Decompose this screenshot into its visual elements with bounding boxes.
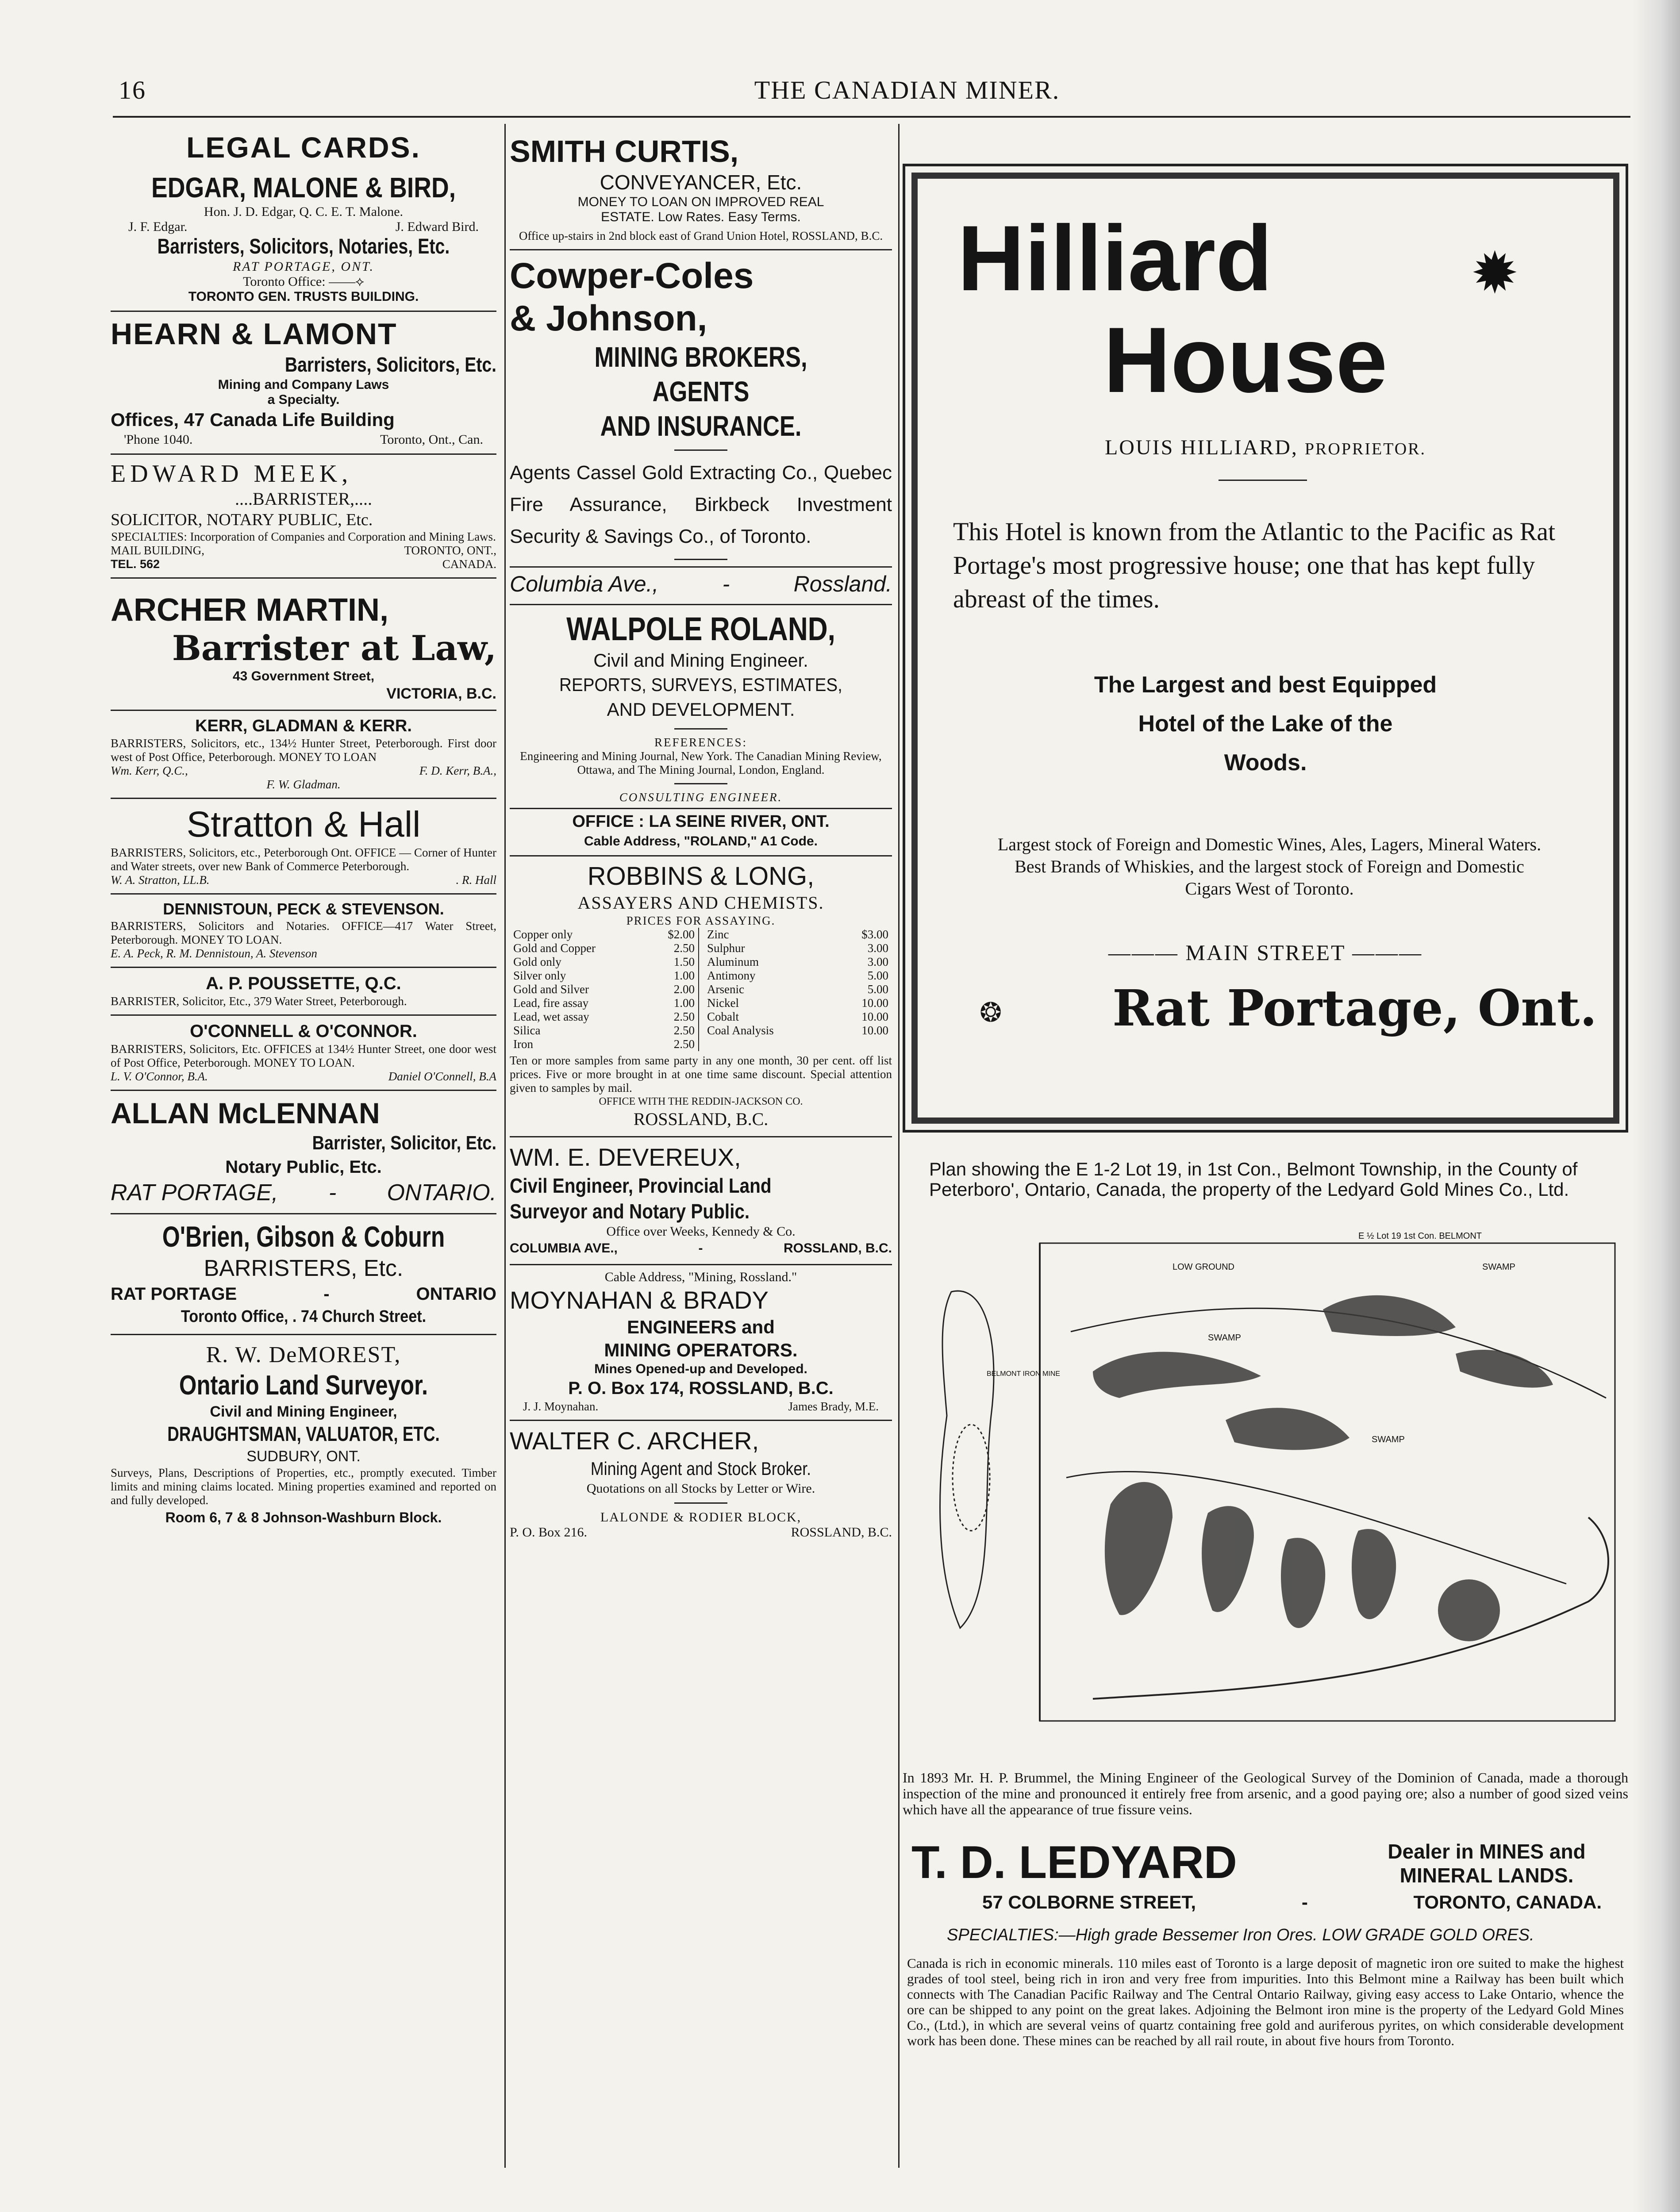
mclennan-place-row	[111, 1179, 496, 1207]
edgar-profession: Barristers, Solicitors, Notaries, Etc.	[157, 235, 450, 258]
map-boundary-track	[1093, 1517, 1608, 1699]
cowper-t1: MINING BROKERS,	[594, 341, 807, 373]
meek-tel-row	[111, 557, 496, 571]
curtis-title: CONVEYANCER, Etc.	[600, 171, 802, 194]
map-swamp-label-2: SWAMP	[1208, 1333, 1241, 1343]
card-archer	[510, 1421, 892, 1540]
price-item: Cobalt	[707, 1010, 739, 1023]
card-devereux	[510, 1137, 892, 1265]
ledyard-street-row	[982, 1891, 1602, 1914]
obrien-title: BARRISTERS, Etc.	[204, 1256, 404, 1281]
curtis-l2: ESTATE. Low Rates. Easy Terms.	[601, 210, 801, 224]
card-obrien	[111, 1214, 496, 1335]
walpole-title: Civil and Mining Engineer.	[593, 650, 808, 671]
price-row	[510, 1010, 698, 1024]
ledyard-name: T. D. LEDYARD	[911, 1837, 1237, 1888]
map-ridge-6	[1202, 1506, 1254, 1612]
hilliard-text: This Hotel is known from the Atlantic to the Pacific as Rat Portage's most progressive house; one that has kept fully abreast of the times.	[953, 517, 1556, 613]
dennistoun-text: BARRISTERS, Solicitors and Notaries. OFFICE—417 Water Street, Peterborough. MONEY TO LOAN.	[111, 919, 496, 946]
ledyard-dealer2: MINERAL LANDS.	[1399, 1864, 1574, 1887]
moynahan-t1: ENGINEERS and	[627, 1317, 775, 1337]
oconnell-name: O'CONNELL & O'CONNOR.	[190, 1022, 417, 1041]
ledyard-dash: -	[1301, 1892, 1308, 1912]
map-ridge-2	[1226, 1408, 1349, 1450]
plan-map-svg	[925, 1230, 1628, 1761]
map-lot-label: E ½ Lot 19 1st Con. BELMONT	[1358, 1231, 1482, 1241]
brummel-text: In 1893 Mr. H. P. Brummel, the Mining Engineer of the Geological Survey of the Dominion of Canada, made a thorough inspection of the mine and pronounced it entirely free from arsenic, and a good paying ore; also a number of good sized veins which have all the appearance of true fissure veins.	[903, 1770, 1628, 1817]
price-item: Antimony	[707, 969, 756, 982]
card-oconnell	[111, 1016, 496, 1091]
archer-text: Quotations on all Stocks by Letter or Wire.	[586, 1481, 815, 1496]
price-value: 2.50	[673, 1037, 695, 1051]
card-demorest	[111, 1335, 496, 1528]
hilliard-ad	[903, 164, 1628, 1133]
devereux-title: Civil Engineer, Provincial Land Surveyor and Notary Public.	[510, 1174, 772, 1223]
meek-mail: MAIL BUILDING,	[111, 544, 204, 557]
archer-box: P. O. Box 216.	[510, 1525, 588, 1540]
map-railway-loop	[940, 1291, 994, 1628]
price-value: 10.00	[861, 1024, 888, 1037]
brokers-column	[510, 128, 892, 2172]
price-value: $2.00	[668, 928, 695, 941]
demorest-title: Ontario Land Surveyor.	[179, 1370, 428, 1401]
walpole-rule	[674, 728, 727, 730]
hearn-phone-row	[111, 432, 496, 447]
edgar-toronto-label: Toronto Office:	[243, 274, 326, 289]
price-item: Aluminum	[707, 955, 759, 968]
walpole-l1: REPORTS, SURVEYS, ESTIMATES,	[559, 674, 842, 695]
archer-block: LALONDE & RODIER BLOCK,	[600, 1510, 802, 1525]
moynahan-name: MOYNAHAN & BRADY	[510, 1286, 769, 1314]
hearn-spec2: a Specialty.	[267, 392, 340, 407]
edgar-partners: Hon. J. D. Edgar, Q. C. E. T. Malone.	[204, 204, 404, 219]
obrien-name: O'Brien, Gibson & Coburn	[162, 1220, 445, 1253]
kerr-text: BARRISTERS, Solicitors, etc., 134½ Hunter Street, Peterborough. First door west of Post Office, Peterborough. MONEY TO LOAN	[111, 737, 496, 764]
sun-ornament-icon: ✹	[1471, 242, 1519, 306]
hearn-profession: Barristers, Solicitors, Etc.	[284, 353, 496, 376]
plan-caption: Plan showing the E 1-2 Lot 19, in 1st Con., Belmont Township, in the County of Peterboro', Ontario, Canada, the property of the Ledyard Gold Mines Co., Ltd.	[929, 1159, 1578, 1200]
hearn-phone: 'Phone 1040.	[124, 432, 193, 447]
meek-city: TORONTO, ONT.,	[404, 544, 496, 557]
archer-box-row	[510, 1525, 892, 1540]
meek-country: CANADA.	[442, 557, 496, 571]
obrien-prov: ONTARIO	[416, 1284, 496, 1304]
meek-tel: TEL. 562	[111, 557, 160, 571]
cowper-address-row	[510, 566, 892, 598]
ledyard-street: 57 COLBORNE STREET,	[982, 1892, 1196, 1912]
meek-name: EDWARD MEEK,	[111, 460, 353, 488]
price-item: Lead, wet assay	[513, 1010, 589, 1023]
mclennan-prov: ONTARIO.	[387, 1180, 496, 1206]
demorest-sub: Civil and Mining Engineer,	[210, 1403, 397, 1420]
dennistoun-name: DENNISTOUN, PECK & STEVENSON.	[163, 900, 444, 918]
price-value: 1.00	[673, 969, 695, 982]
edgar-jf: J. F. Edgar.	[128, 219, 188, 234]
price-value: 2.00	[673, 983, 695, 996]
walpole-ref-title: REFERENCES:	[654, 736, 748, 749]
devereux-street: COLUMBIA AVE.,	[510, 1241, 618, 1256]
price-item: Arsenic	[707, 983, 744, 996]
map-ridge-8	[1352, 1529, 1396, 1619]
cowper-name1: Cowper-Coles	[510, 256, 754, 296]
stratton-name: Stratton & Hall	[186, 804, 421, 845]
demorest-name: R. W. DeMOREST,	[206, 1342, 401, 1367]
card-mclennan	[111, 1091, 496, 1214]
legal-cards-title: LEGAL CARDS.	[186, 131, 421, 164]
hearn-office: Offices, 47 Canada Life Building	[111, 409, 395, 430]
edgar-je: J. Edward Bird.	[395, 219, 479, 234]
hilliard-bold-block	[918, 665, 1613, 782]
price-value: 10.00	[861, 996, 888, 1010]
cowper-addr2: Rossland.	[793, 572, 892, 596]
robbins-prices-left	[510, 928, 699, 1051]
hilliard-inner-border	[911, 173, 1619, 1124]
walpole-l2: AND DEVELOPMENT.	[607, 699, 795, 720]
oconnell-names-row	[111, 1070, 496, 1083]
map-ridge-5	[1105, 1482, 1173, 1615]
walpole-cable: Cable Address, "ROLAND," A1 Code.	[584, 834, 818, 849]
cowper-addr1: Columbia Ave.,	[510, 572, 659, 596]
demorest-room: Room 6, 7 & 8 Johnson-Washburn Block.	[165, 1509, 442, 1525]
archer-rule	[674, 1502, 727, 1504]
map-mine-label: BELMONT IRON MINE	[987, 1370, 1060, 1378]
price-row	[704, 928, 892, 941]
mclennan-place: RAT PORTAGE,	[111, 1180, 278, 1206]
column-divider-1	[504, 124, 506, 2168]
price-value: 1.50	[673, 955, 695, 968]
hilliard-bold2: Hotel of the Lake of the	[1138, 711, 1393, 737]
map-ridge-7	[1281, 1538, 1325, 1628]
devereux-street-row	[510, 1239, 892, 1258]
map-swamp-label-3: SWAMP	[1372, 1435, 1405, 1444]
hilliard-name1: Hilliard	[957, 206, 1272, 310]
obrien-place: RAT PORTAGE	[111, 1284, 237, 1304]
cowper-name2: & Johnson,	[510, 298, 707, 338]
card-kerr	[111, 711, 496, 799]
cowper-addr-dash: -	[722, 572, 730, 596]
map-swamp-label-1: SWAMP	[1482, 1262, 1515, 1272]
robbins-title: ASSAYERS AND CHEMISTS.	[577, 893, 824, 913]
price-value: 2.50	[673, 1010, 695, 1023]
moynahan-t2: MINING OPERATORS.	[604, 1340, 798, 1360]
hilliard-proprietor-row	[918, 435, 1613, 460]
meek-title: ....BARRISTER,....	[235, 489, 373, 509]
walpole-refs: Engineering and Mining Journal, New York. The Canadian Mining Review, Ottawa, and The Mining Journal, London, England.	[520, 749, 882, 776]
cowper-rule	[674, 449, 727, 451]
edgar-name: EDGAR, MALONE & BIRD,	[151, 172, 456, 204]
price-value: 1.00	[673, 996, 695, 1010]
curtis-l1: MONEY TO LOAN ON IMPROVED REAL	[577, 195, 824, 209]
kerr-names-row	[111, 764, 496, 778]
price-value: 3.00	[867, 955, 888, 968]
meek-line: SOLICITOR, NOTARY PUBLIC, Etc.	[111, 511, 373, 529]
oconnell-text: BARRISTERS, Solicitors, Etc. OFFICES at 134½ Hunter Street, one door west of Post Office, Peterborough. MONEY TO LOAN.	[111, 1042, 496, 1069]
page-number: 16	[119, 76, 146, 104]
map-ridge-3	[1323, 1295, 1456, 1336]
price-item: Silica	[513, 1024, 541, 1037]
mclennan-l2: Notary Public, Etc.	[225, 1157, 382, 1177]
obrien-place-row	[111, 1283, 496, 1306]
robbins-prices-title: PRICES FOR ASSAYING.	[626, 914, 776, 927]
edgar-partners-2	[111, 219, 496, 234]
plan-map	[925, 1230, 1628, 1761]
stratton-names-row	[111, 873, 496, 887]
curtis-name: SMITH CURTIS,	[510, 134, 739, 169]
hearn-spec1: Mining and Company Laws	[218, 377, 389, 392]
hilliard-street: MAIN STREET	[1185, 940, 1346, 965]
rosette-ornament-icon: ❂	[980, 998, 1002, 1027]
card-stratton	[111, 799, 496, 895]
hearn-city: Toronto, Ont., Can.	[380, 432, 483, 447]
obrien-dash: -	[323, 1284, 330, 1304]
stratton-text: BARRISTERS, Solicitors, etc., Peterborough Ont. OFFICE — Corner of Hunter and Water streets, over new Bank of Commerce Peterborough.	[111, 846, 496, 873]
mclennan-l1: Barrister, Solicitor, Etc.	[312, 1132, 496, 1154]
price-item: Nickel	[707, 996, 739, 1010]
archer-name: WALTER C. ARCHER,	[510, 1427, 759, 1455]
moynahan-n2: James Brady, M.E.	[788, 1400, 879, 1413]
cowper-t3: AND INSURANCE.	[600, 410, 802, 442]
price-value: 2.50	[673, 941, 695, 955]
price-row	[510, 941, 698, 955]
hilliard-bold1: The Largest and best Equipped	[1094, 672, 1437, 698]
ledyard-specialties: SPECIALTIES:—High grade Bessemer Iron Ores. LOW GRADE GOLD ORES.	[947, 1926, 1534, 1944]
moynahan-names-row	[510, 1400, 892, 1413]
dennistoun-names: E. A. Peck, R. M. Dennistoun, A. Stevenson	[111, 947, 317, 960]
demorest-text: Surveys, Plans, Descriptions of Properties, etc., promptly executed. Timber limits and mining claims located. Mining properties examined and reported on and fully developed.	[111, 1466, 496, 1507]
price-row	[510, 1037, 698, 1051]
price-row	[704, 996, 892, 1010]
ledyard-dealer1: Dealer in MINES and	[1388, 1840, 1586, 1863]
hilliard-proprietor: LOUIS HILLIARD,	[1104, 436, 1298, 459]
edgar-building: TORONTO GEN. TRUSTS BUILDING.	[188, 289, 419, 304]
map-ridge-1	[1093, 1352, 1261, 1398]
devereux-name: WM. E. DEVEREUX,	[510, 1143, 741, 1171]
card-robbins	[510, 856, 892, 1137]
legal-cards-column	[111, 128, 496, 2172]
map-lake	[953, 1425, 990, 1531]
card-meek	[111, 455, 496, 579]
mclennan-dash: -	[328, 1180, 337, 1206]
archer-martin-title: Barrister at Law,	[172, 628, 496, 668]
hilliard-name2: House	[1103, 308, 1388, 412]
kerr-name: KERR, GLADMAN & KERR.	[195, 717, 412, 735]
price-row	[510, 996, 698, 1010]
price-row	[704, 969, 892, 983]
price-item: Zinc	[707, 928, 729, 941]
price-value: 5.00	[867, 969, 888, 982]
devereux-city: ROSSLAND, B.C.	[783, 1241, 892, 1256]
moynahan-n1: J. J. Moynahan.	[523, 1400, 599, 1413]
meek-mail-row	[111, 544, 496, 557]
hilliard-bold3: Woods.	[1224, 750, 1307, 776]
poussette-text: BARRISTER, Solicitor, Etc., 379 Water Street, Peterborough.	[111, 995, 407, 1008]
ledyard-dealer-block	[1363, 1839, 1611, 1887]
page-header-title: THE CANADIAN MINER.	[754, 76, 1060, 104]
archer-martin-name: ARCHER MARTIN,	[111, 592, 388, 628]
price-row	[704, 1010, 892, 1024]
card-cowper	[510, 250, 892, 605]
devereux-office: Office over Weeks, Kennedy & Co.	[606, 1224, 796, 1239]
card-moynahan	[510, 1265, 892, 1421]
price-item: Sulphur	[707, 941, 745, 955]
robbins-name: ROBBINS & LONG,	[587, 862, 815, 891]
devereux-dash: -	[698, 1241, 703, 1256]
price-item: Coal Analysis	[707, 1024, 774, 1037]
demorest-city: SUDBURY, ONT.	[246, 1448, 361, 1465]
hilliard-stock: Largest stock of Foreign and Domestic Wines, Ales, Lagers, Mineral Waters. Best Brands of Whiskies, and the largest stock of Foreign and Domestic Cigars West of Toronto.	[997, 834, 1542, 899]
mclennan-name: ALLAN McLENNAN	[111, 1097, 380, 1129]
hilliard-proprietor-title: PROPRIETOR.	[1304, 440, 1426, 458]
price-item: Gold and Copper	[513, 941, 596, 955]
price-value: 3.00	[867, 941, 888, 955]
price-item: Copper only	[513, 928, 573, 941]
moynahan-box: P. O. Box 174, ROSSLAND, B.C.	[568, 1379, 834, 1398]
map-ridge-4	[1456, 1350, 1553, 1388]
price-item: Lead, fire assay	[513, 996, 589, 1010]
walpole-consult: CONSULTING ENGINEER.	[619, 791, 783, 804]
walpole-rule-2	[674, 783, 727, 784]
curtis-note: Office up-stairs in 2nd block east of Grand Union Hotel, ROSSLAND, B.C.	[519, 229, 883, 242]
card-edgar	[111, 166, 496, 312]
price-row	[510, 969, 698, 983]
price-item: Silver only	[513, 969, 566, 982]
oconnell-n2: Daniel O'Connell, B.A	[388, 1070, 496, 1083]
stratton-n1: W. A. Stratton, LL.B.	[111, 873, 210, 887]
cowper-t2: AGENTS	[652, 376, 750, 407]
card-hearn	[111, 312, 496, 455]
poussette-name: A. P. POUSSETTE, Q.C.	[206, 974, 401, 993]
ledyard-ad	[903, 1836, 1628, 2172]
card-archer-martin	[111, 579, 496, 711]
price-row	[704, 941, 892, 955]
card-curtis	[510, 128, 892, 250]
kerr-n1: Wm. Kerr, Q.C.,	[111, 764, 188, 777]
kerr-n3: F. W. Gladman.	[266, 778, 341, 791]
archer-martin-address: 43 Government Street,	[232, 669, 375, 684]
robbins-price-tables	[510, 928, 892, 1051]
cowper-rule-2	[674, 559, 727, 560]
price-row	[510, 1024, 698, 1037]
map-low-ground-label: LOW GROUND	[1173, 1262, 1234, 1272]
hilliard-town: Rat Portage, Ont.	[1112, 979, 1597, 1037]
walpole-office: OFFICE : LA SEINE RIVER, ONT.	[510, 808, 892, 834]
obrien-office: Toronto Office, . 74 Church Street.	[181, 1307, 427, 1326]
robbins-note: Ten or more samples from same party in any one month, 30 per cent. off list prices. Five or more brought in at one time same discount. Special attention given to samples by mail.	[510, 1054, 892, 1094]
ledyard-city: TORONTO, CANADA.	[1413, 1892, 1602, 1912]
page-edge-shadow	[1633, 0, 1680, 2212]
hearn-name: HEARN & LAMONT	[111, 317, 397, 351]
price-row	[704, 1024, 892, 1037]
archer-title: Mining Agent and Stock Broker.	[590, 1458, 811, 1479]
kerr-n2: F. D. Kerr, B.A.,	[419, 764, 496, 777]
price-item: Gold only	[513, 955, 561, 968]
price-value: 10.00	[861, 1010, 888, 1023]
robbins-prices-right	[704, 928, 892, 1051]
archer-city: ROSSLAND, B.C.	[791, 1525, 892, 1540]
price-value: 5.00	[867, 983, 888, 996]
card-walpole	[510, 605, 892, 856]
cowper-agents: Agents Cassel Gold Extracting Co., Quebec Fire Assurance, Birkbeck Investment Security & Savings Co., of Toronto.	[510, 462, 892, 547]
walpole-name: WALPOLE ROLAND,	[566, 611, 835, 647]
header-rule	[113, 116, 1630, 118]
price-value: $3.00	[861, 928, 888, 941]
hilliard-street-row: ——— MAIN STREET ———	[1108, 940, 1423, 965]
column-divider-2	[898, 124, 900, 2168]
price-row	[704, 983, 892, 996]
demorest-titles2: DRAUGHTSMAN, VALUATOR, ETC.	[167, 1422, 440, 1445]
edgar-place: RAT PORTAGE, ONT.	[233, 259, 374, 274]
card-dennistoun	[111, 895, 496, 968]
price-row	[704, 955, 892, 969]
card-poussette	[111, 968, 496, 1016]
robbins-city: ROSSLAND, B.C.	[633, 1109, 769, 1129]
map-hill	[1438, 1579, 1500, 1641]
meek-specialties: SPECIALTIES: Incorporation of Companies and Corporation and Mining Laws.	[111, 530, 496, 543]
price-item: Gold and Silver	[513, 983, 589, 996]
moynahan-cable: Cable Address, "Mining, Rossland."	[604, 1270, 797, 1284]
price-row	[510, 983, 698, 996]
price-item: Iron	[513, 1037, 533, 1051]
price-row	[510, 928, 698, 941]
edgar-toronto: Toronto Office: ——⟡	[243, 274, 364, 289]
archer-martin-city: VICTORIA, B.C.	[386, 685, 496, 702]
stratton-n2: . R. Hall	[456, 873, 496, 887]
price-row	[510, 955, 698, 969]
hilliard-rule	[1219, 480, 1307, 481]
moynahan-t3: Mines Opened-up and Developed.	[594, 1362, 807, 1376]
oconnell-n1: L. V. O'Connor, B.A.	[111, 1070, 208, 1083]
ledyard-text: Canada is rich in economic minerals. 110 miles east of Toronto is a large deposit of magnetic iron ore suited to make the highest grades of tool steel, being rich in iron and very free from impurities. Into this Belmont mine a Railway has been built which connects with The Canadian Pacific Railway and The Central Ontario Railway, giving easy access to Lake Ontario, whence the ore can be shipped to any point on the great lakes. Adjoining the Belmont iron mine is the property of the Ledyard Gold Mines Co., (Ltd.), in which are several veins of quartz containing free gold and auriferous pyrites, on which considerable development work has been done. These mines can be reached by all rail route, in about five hours from Toronto.	[907, 1955, 1624, 2048]
price-value: 2.50	[673, 1024, 695, 1037]
robbins-office: OFFICE WITH THE REDDIN-JACKSON CO.	[599, 1096, 803, 1107]
